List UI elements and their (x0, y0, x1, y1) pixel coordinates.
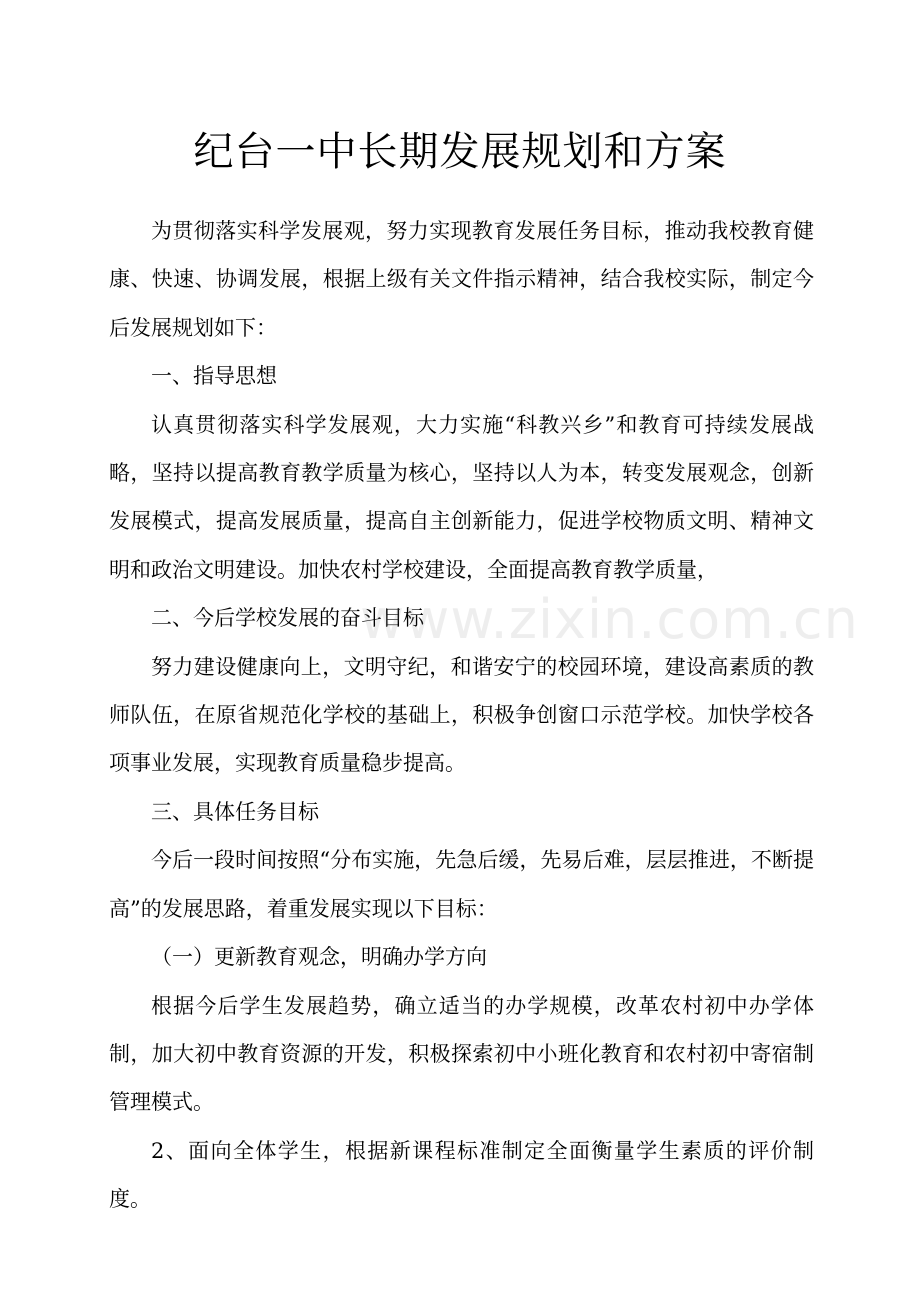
intro-paragraph: 为贯彻落实科学发展观，努力实现教育发展任务目标，推动我校教育健康、快速、协调发展，根据上级有关文件指示精神，结合我校实际，制定今后发展规划如下： (109, 219, 814, 340)
section-heading-tasks: 三、具体任务目标 (151, 799, 319, 824)
concepts-paragraph: 根据今后学生发展趋势，确立适当的办学规模，改革农村初中办学体制，加大初中教育资源的开发，积极探索初中小班化教育和农村初中寄宿制管理模式。 (109, 993, 814, 1115)
tasks-paragraph: 今后一段时间按照“分布实施，先急后缓，先易后难，层层推进，不断提高”的发展思路，着重发展实现以下目标： (109, 848, 814, 921)
watermark: www.zixin.com.cn (360, 588, 859, 651)
section-heading-goals: 二、今后学校发展的奋斗目标 (151, 606, 424, 631)
document-title: 纪台一中长期发展规划和方案 (193, 129, 727, 175)
guiding-thought-paragraph: 认真贯彻落实科学发展观，大力实施“科教兴乡”和教育可持续发展战略，坚持以提高教育教学质量为核心，坚持以人为本，转变发展观念，创新发展模式，提高发展质量，提高自主创新能力，促进学校物质文明、精神文明和政治文明建设。加快农村学校建设，全面提高教育教学质量， (109, 412, 814, 582)
section-heading-guiding-thought: 一、指导思想 (151, 364, 277, 389)
document-body (109, 207, 814, 1224)
evaluation-paragraph: 2、面向全体学生，根据新课程标准制定全面衡量学生素质的评价制度。 (109, 1138, 814, 1212)
goals-paragraph: 努力建设健康向上，文明守纪，和谐安宁的校园环境，建设高素质的教师队伍，在原省规范化学校的基础上，积极争创窗口示范学校。加快学校各项事业发展，实现教育质量稳步提高。 (109, 654, 814, 776)
subsection-heading-concepts: （一）更新教育观念，明确办学方向 (151, 945, 487, 970)
